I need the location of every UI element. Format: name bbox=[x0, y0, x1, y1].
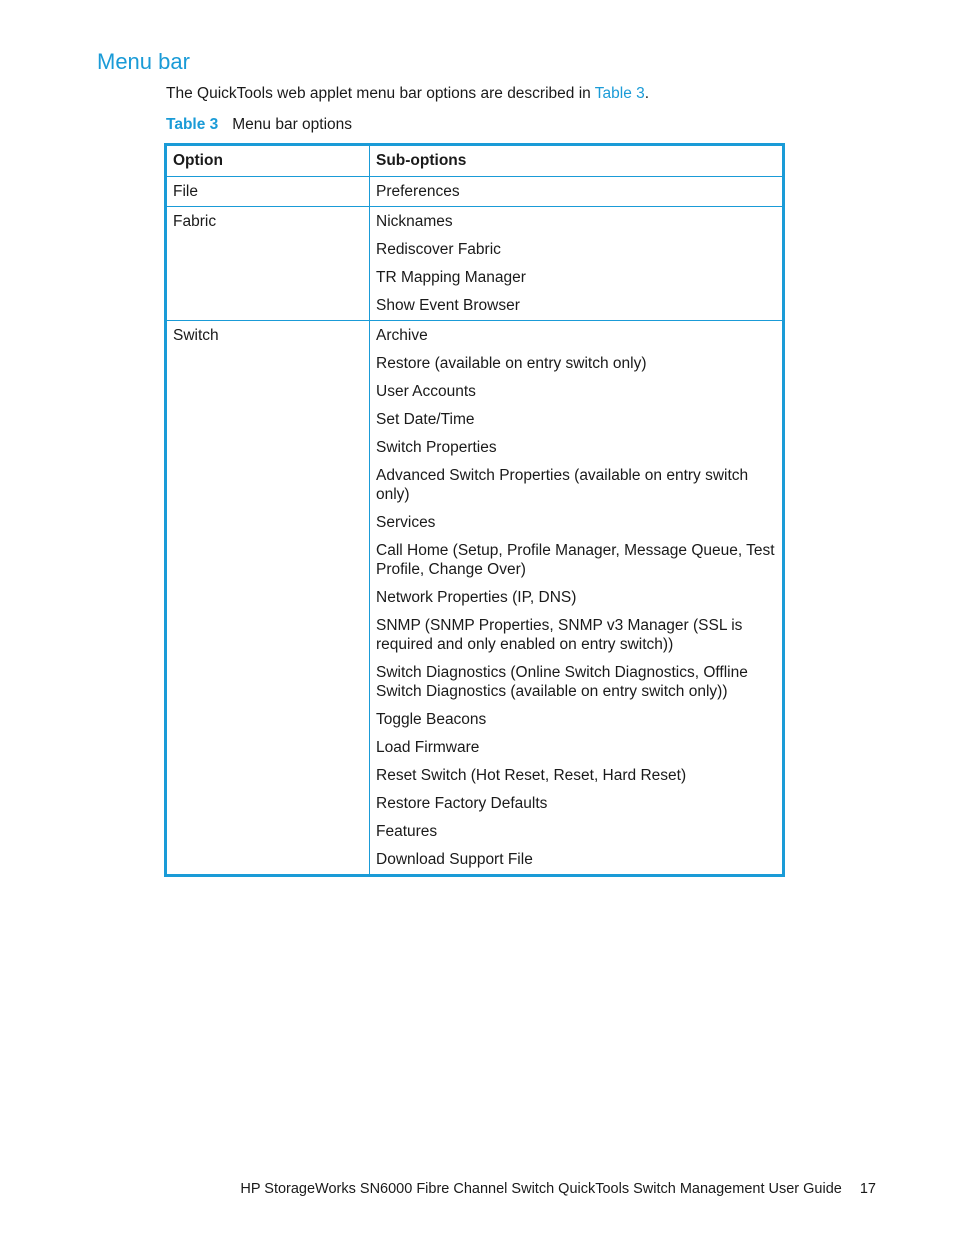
sub-options-cell bbox=[370, 321, 784, 876]
sub-option-item: Rediscover Fabric bbox=[376, 241, 501, 258]
sub-option-item: Restore (available on entry switch only) bbox=[376, 355, 647, 372]
footer-title: HP StorageWorks SN6000 Fibre Channel Switch QuickTools Switch Management User Guide bbox=[240, 1181, 842, 1197]
sub-option-item: Archive bbox=[376, 327, 428, 344]
table-number: Table 3 bbox=[166, 116, 219, 133]
sub-options-cell bbox=[370, 207, 784, 321]
section-title: Menu bar bbox=[97, 49, 190, 74]
sub-option-item: Call Home (Setup, Profile Manager, Message Queue, Test Profile, Change Over) bbox=[376, 542, 775, 578]
sub-option-item: SNMP (SNMP Properties, SNMP v3 Manager (SSL is required and only enabled on entry switch)) bbox=[376, 617, 743, 653]
sub-option-item: TR Mapping Manager bbox=[376, 269, 526, 286]
table-row bbox=[166, 207, 784, 321]
table-caption bbox=[166, 115, 352, 135]
table-reference-link[interactable]: Table 3 bbox=[594, 85, 645, 102]
table-row bbox=[166, 177, 784, 207]
sub-options-cell bbox=[370, 177, 784, 207]
sub-option-item: Show Event Browser bbox=[376, 297, 520, 314]
intro-paragraph bbox=[166, 84, 649, 104]
header-sub-options: Sub-options bbox=[370, 145, 784, 177]
sub-option-item: Restore Factory Defaults bbox=[376, 795, 548, 812]
table-row bbox=[166, 321, 784, 876]
table-caption-title: Menu bar options bbox=[232, 116, 353, 133]
option-cell: Switch bbox=[166, 321, 370, 876]
sub-option-item: User Accounts bbox=[376, 383, 476, 400]
header-option: Option bbox=[166, 145, 370, 177]
sub-option-item: Toggle Beacons bbox=[376, 711, 487, 728]
sub-option-item: Reset Switch (Hot Reset, Reset, Hard Reset) bbox=[376, 767, 687, 784]
sub-option-item: Features bbox=[376, 823, 438, 840]
intro-text: The QuickTools web applet menu bar options are described in bbox=[166, 85, 595, 102]
table-body bbox=[166, 177, 784, 876]
sub-option-item: Load Firmware bbox=[376, 739, 480, 756]
intro-end: . bbox=[644, 85, 650, 102]
sub-option-item: Download Support File bbox=[376, 851, 533, 868]
table-header-row bbox=[166, 145, 784, 177]
sub-option-item: Nicknames bbox=[376, 213, 453, 230]
sub-option-item: Switch Properties bbox=[376, 439, 497, 456]
sub-option-item: Advanced Switch Properties (available on entry switch only) bbox=[376, 467, 749, 503]
sub-option-item: Preferences bbox=[376, 183, 460, 200]
menu-bar-options-table bbox=[164, 143, 785, 877]
option-cell: File bbox=[166, 177, 370, 207]
sub-option-item: Network Properties (IP, DNS) bbox=[376, 589, 577, 606]
sub-option-item: Services bbox=[376, 514, 436, 531]
option-cell: Fabric bbox=[166, 207, 370, 321]
page-footer bbox=[0, 1179, 876, 1199]
page-number: 17 bbox=[859, 1181, 876, 1197]
sub-option-item: Switch Diagnostics (Online Switch Diagnostics, Offline Switch Diagnostics (available on entry switch only)) bbox=[376, 664, 748, 700]
sub-option-item: Set Date/Time bbox=[376, 411, 475, 428]
